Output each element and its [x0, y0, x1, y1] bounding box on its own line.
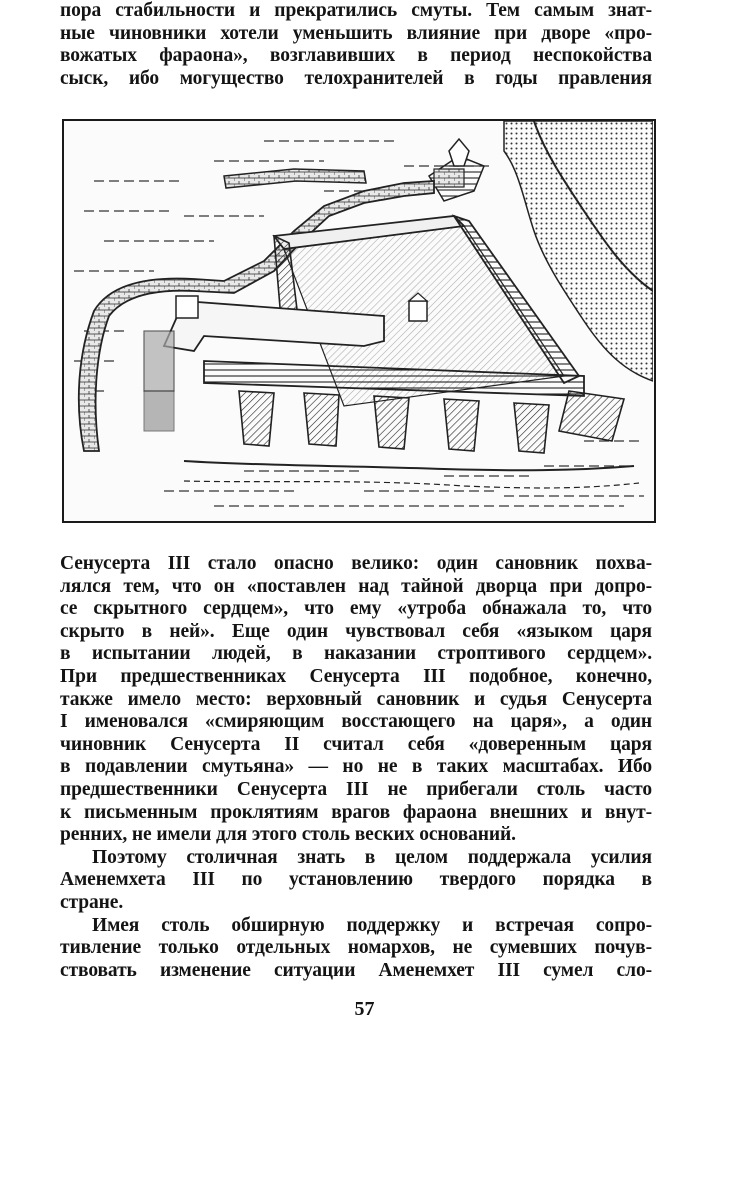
front-bastions [239, 391, 624, 453]
upper-wall [224, 169, 366, 188]
text-line: к письменным проклятиям врагов фараона внешних и внут- [60, 801, 652, 823]
text-line: в испытании людей, в наказании строптивого сердцем». [60, 643, 652, 665]
top-paragraph [60, 0, 652, 90]
text-line: скрыто в ней». Еще один чувствовал себя «языком царя [60, 620, 652, 642]
text-line: ные чиновники хотели уменьшить влияние при дворе «про- [60, 22, 652, 44]
text-line: сыск, ибо могущество телохранителей в годы правления [60, 67, 652, 89]
text-line: ствовать изменение ситуации Аменемхет III сумел сло- [60, 959, 652, 981]
fortress-drawing [64, 121, 653, 520]
bottom-text [60, 553, 652, 982]
text-line: в подавлении смутьяна» — но не в таких масштабах. Ибо [60, 756, 652, 778]
text-line: чиновник Сенусерта II считал себя «доверенным царя [60, 733, 652, 755]
text-line: Имея столь обширную поддержку и встречая сопро- [92, 914, 652, 936]
text-line: При предшественниках Сенусерта III подобное, конечно, [60, 665, 652, 687]
text-line: также имело место: верховный сановник и судья Сенусерта [60, 688, 652, 710]
page-number: 57 [354, 998, 375, 1020]
text-line: предшественники Сенусерта III не прибегали столь часто [60, 778, 652, 800]
text-line: пора стабильности и прекратились смуты. Тем самым знат- [60, 0, 652, 21]
text-line: вожатых фараона», возглавивших в период неспокойства [60, 45, 652, 67]
text-line: стране. [60, 891, 124, 913]
text-line: се скрытного сердцем», что ему «утроба обнажала то, что [60, 598, 652, 620]
text-line: лялся тем, что он «поставлен над тайной дворца при допро- [60, 575, 652, 597]
text-line: тивление только отдельных номархов, не сумевших почув- [60, 937, 652, 959]
fortress-illustration [62, 119, 656, 523]
text-line: ренних, не имели для этого столь веских оснований. [60, 824, 516, 846]
text-line: I именовался «смиряющим восстающего на царя», а один [60, 711, 652, 733]
text-line: Поэтому столичная знать в целом поддержала усилия [92, 846, 652, 868]
temple [429, 139, 484, 201]
text-line: Сенусерта III стало опасно велико: один сановник похва- [60, 553, 652, 574]
text-line: Аменемхета III по установлению твердого порядка в [60, 869, 652, 891]
